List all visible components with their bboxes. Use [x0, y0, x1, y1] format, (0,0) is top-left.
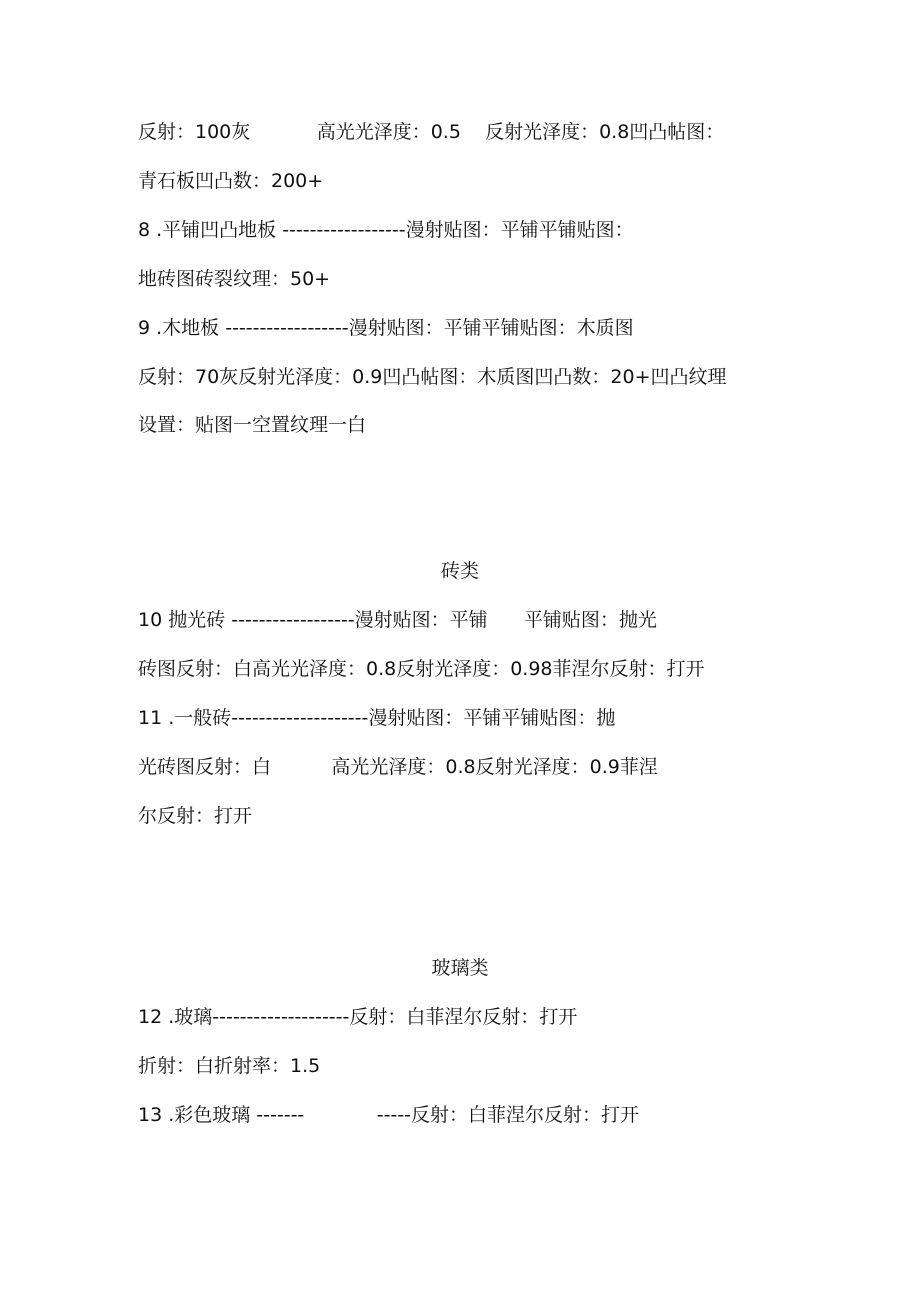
text-line-item-12: 12 .玻璃--------------------反射：白菲涅尔反射：打开	[138, 1006, 578, 1028]
text-line-item-13: 13 .彩色玻璃 ------- -----反射：白菲涅尔反射：打开	[138, 1104, 640, 1126]
text-line-polished-tile-props: 砖图反射：白高光光泽度：0.8反射光泽度：0.98菲涅尔反射：打开	[138, 658, 705, 680]
text-line-item-11: 11 .一般砖--------------------漫射贴图：平铺平铺贴图：抛	[138, 707, 616, 729]
text-line-bluestone-bump: 青石板凹凸数：200+	[138, 170, 324, 192]
text-line-refraction: 折射：白折射率：1.5	[138, 1055, 321, 1077]
text-line-item-8: 8 .平铺凹凸地板 ------------------漫射贴图：平铺平铺贴图：	[138, 219, 634, 241]
text-line-fresnel-on: 尔反射：打开	[138, 805, 253, 827]
text-line-item-9: 9 .木地板 ------------------漫射贴图：平铺平铺贴图：木质图	[138, 317, 634, 339]
text-line-reflection-70: 反射：70灰反射光泽度：0.9凹凸帖图：木质图凹凸数：20+凹凸纹理	[138, 366, 727, 388]
text-line-item-10: 10 抛光砖 ------------------漫射贴图：平铺 平铺贴图：抛光	[138, 609, 657, 631]
text-line-texture-settings: 设置：贴图一空置纹理一白	[138, 414, 367, 436]
text-line-crack-texture: 地砖图砖裂纹理：50+	[138, 268, 331, 290]
text-line-general-tile-props: 光砖图反射：白 高光光泽度：0.8反射光泽度：0.9菲涅	[138, 756, 658, 778]
text-line-reflection-100: 反射：100灰 高光光泽度：0.5 反射光泽度：0.8凹凸帖图：	[138, 121, 725, 143]
section-heading-glass: 玻璃类	[431, 957, 489, 979]
section-heading-tiles: 砖类	[440, 560, 479, 582]
